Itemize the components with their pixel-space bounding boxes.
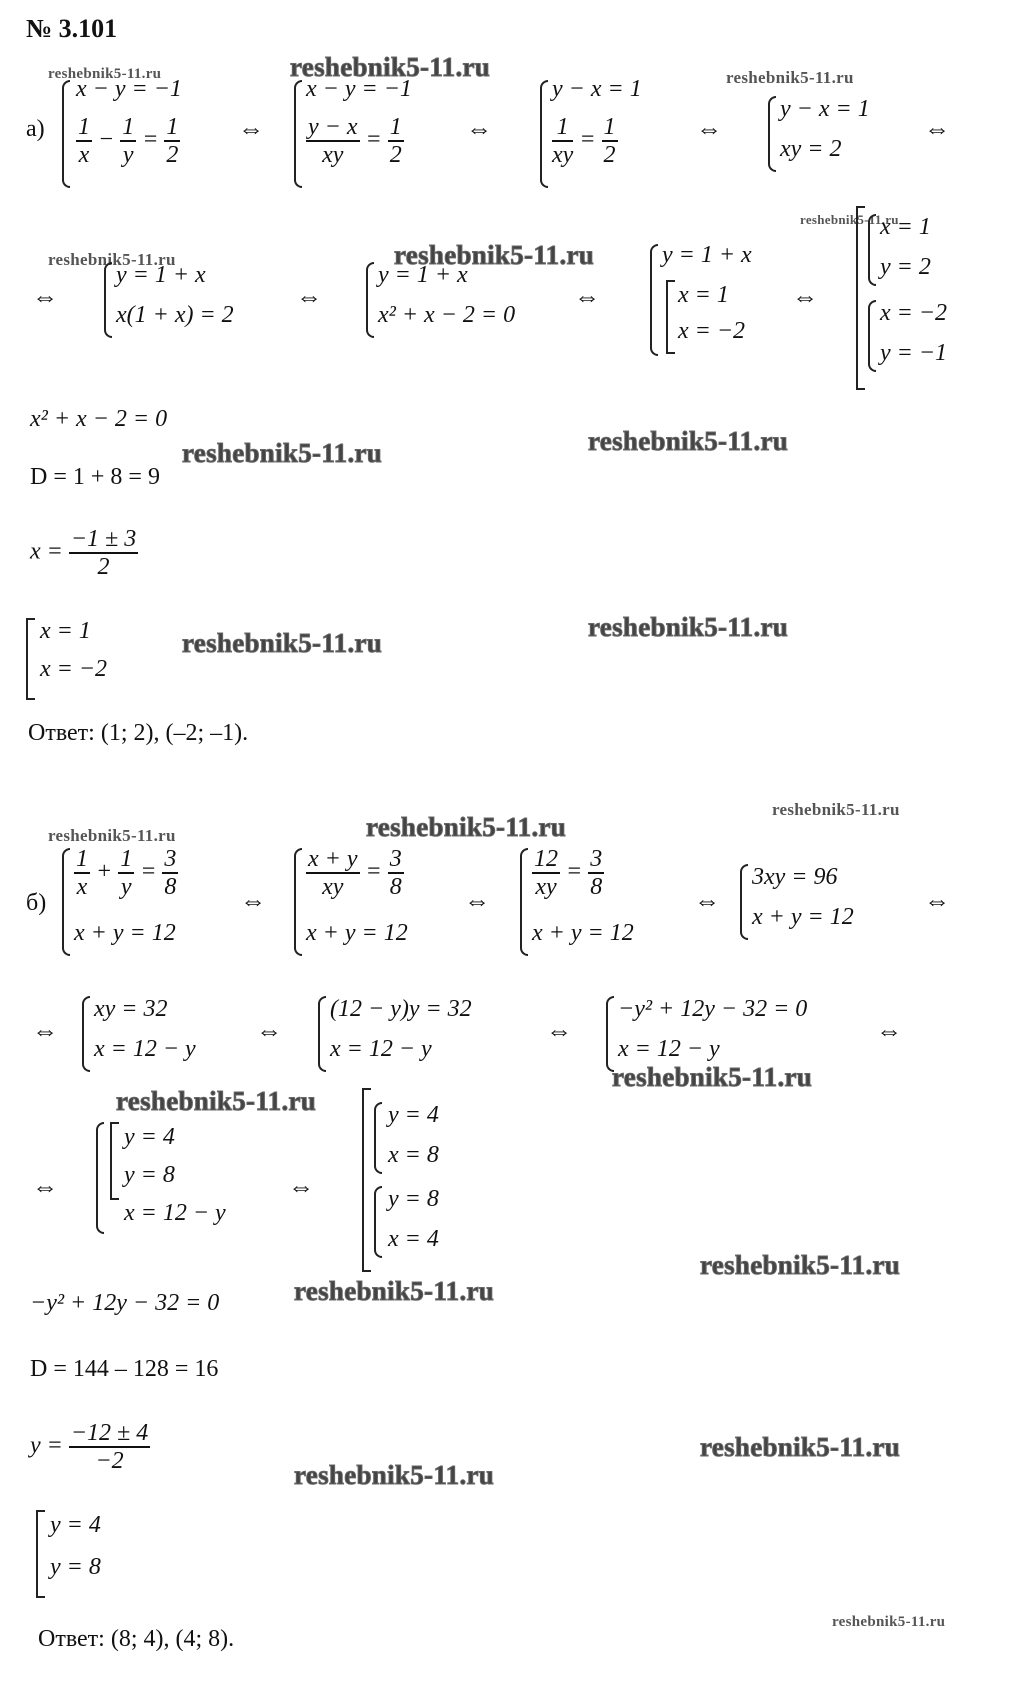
equation: x − y = −1 — [306, 76, 412, 102]
equivalence-sign: ⇔ — [696, 114, 722, 143]
part-a-label: а) — [26, 116, 45, 142]
watermark: reshebnik5-11.ru — [700, 1250, 901, 1280]
equation: x + y = 12 — [74, 920, 176, 946]
system-brace — [104, 262, 112, 338]
watermark: reshebnik5-11.ru — [116, 1086, 317, 1116]
watermark: reshebnik5-11.ru — [48, 826, 176, 845]
roots-formula: x = $\frac{-1 \pm 3}{2}$ — [30, 526, 137, 580]
equation: xy = 2 — [780, 136, 842, 162]
watermark: reshebnik5-11.ru — [832, 1614, 946, 1630]
quadratic-equation: x² + x − 2 = 0 — [30, 406, 168, 432]
root: x = −2 — [40, 656, 108, 682]
equivalence-sign: ⇔ — [32, 282, 58, 311]
system-brace — [740, 864, 748, 940]
equivalence-sign: ⇔ — [694, 886, 720, 915]
watermark: reshebnik5-11.ru — [800, 212, 899, 227]
equation: y = 1 + x — [662, 242, 752, 268]
equivalence-sign: ⇔ — [240, 886, 266, 915]
equation: x = 12 − y — [330, 1036, 432, 1062]
equivalence-sign: ⇔ — [546, 1016, 572, 1045]
system-brace — [768, 96, 776, 172]
equation: x + y = 12 — [752, 904, 854, 930]
equation: x = 4 — [388, 1226, 439, 1252]
equation: x + y = 12 — [532, 920, 634, 946]
equation: y = 2 — [880, 254, 931, 280]
equivalence-sign: ⇔ — [288, 1172, 314, 1201]
set-bracket — [666, 280, 675, 354]
equation: x = 12 − y — [618, 1036, 720, 1062]
set-bracket — [26, 618, 35, 700]
equivalence-sign: ⇔ — [466, 114, 492, 143]
system-brace — [374, 1102, 382, 1174]
system-brace — [294, 848, 302, 956]
root: y = 4 — [50, 1512, 101, 1538]
system-brace — [294, 80, 302, 188]
system-brace — [650, 244, 658, 356]
system-brace — [96, 1122, 104, 1234]
equation: y − x = 1 — [780, 96, 870, 122]
equation: $\frac{1}{x}$ + $\frac{1}{y}$ = $\frac{3}{8}$ — [76, 846, 177, 900]
equation: (12 − y)y = 32 — [330, 996, 472, 1022]
equivalence-sign: ⇔ — [32, 1016, 58, 1045]
set-bracket — [856, 206, 865, 390]
system-brace — [62, 848, 70, 956]
watermark: reshebnik5-11.ru — [182, 438, 383, 468]
equation: $\frac{1}{xy}$ = $\frac{1}{2}$ — [552, 114, 616, 168]
system-brace — [520, 848, 528, 956]
equation: y = 4 — [124, 1124, 175, 1150]
equation: x² + x − 2 = 0 — [378, 302, 516, 328]
system-brace — [868, 300, 876, 372]
equation: y = 4 — [388, 1102, 439, 1128]
watermark: reshebnik5-11.ru — [588, 426, 789, 456]
watermark: reshebnik5-11.ru — [588, 612, 789, 642]
equation: y = −1 — [880, 340, 948, 366]
equation: x = 1 — [880, 214, 931, 240]
equation: y = 1 + x — [378, 262, 468, 288]
set-bracket — [362, 1088, 371, 1272]
system-brace — [62, 80, 70, 188]
equation: y = 8 — [388, 1186, 439, 1212]
equation: 3xy = 96 — [752, 864, 838, 890]
equation: x = −2 — [880, 300, 948, 326]
watermark: reshebnik5-11.ru — [290, 52, 491, 82]
equation: y = 1 + x — [116, 262, 206, 288]
equation: $\frac{1}{x}$ − $\frac{1}{y}$ = $\frac{1}{2}$ — [78, 114, 179, 168]
discriminant: D = 1 + 8 = 9 — [30, 464, 160, 490]
equation: x = 8 — [388, 1142, 439, 1168]
watermark: reshebnik5-11.ru — [294, 1460, 495, 1490]
equation: x = 1 — [678, 282, 729, 308]
root: y = 8 — [50, 1554, 101, 1580]
equivalence-sign: ⇔ — [924, 886, 950, 915]
equivalence-sign: ⇔ — [256, 1016, 282, 1045]
watermark: reshebnik5-11.ru — [772, 800, 900, 819]
roots-formula: y = $\frac{-12 \pm 4}{-2}$ — [30, 1420, 149, 1474]
equivalence-sign: ⇔ — [876, 1016, 902, 1045]
watermark: reshebnik5-11.ru — [726, 68, 854, 87]
system-brace — [82, 996, 90, 1072]
answer-b: Ответ: (8; 4), (4; 8). — [38, 1626, 235, 1652]
equation: y = 8 — [124, 1162, 175, 1188]
watermark: reshebnik5-11.ru — [700, 1432, 901, 1462]
problem-number: № 3.101 — [26, 14, 118, 43]
equation: x(1 + x) = 2 — [116, 302, 234, 328]
system-brace — [374, 1186, 382, 1258]
part-b-label: б) — [26, 890, 47, 916]
equivalence-sign: ⇔ — [238, 114, 264, 143]
equation: x = 12 − y — [94, 1036, 196, 1062]
equation: x + y = 12 — [306, 920, 408, 946]
discriminant: D = 144 – 128 = 16 — [30, 1356, 219, 1382]
equation: x = −2 — [678, 318, 746, 344]
watermark: reshebnik5-11.ru — [182, 628, 383, 658]
system-brace — [318, 996, 326, 1072]
watermark: reshebnik5-11.ru — [48, 66, 162, 82]
equation: $\frac{x + y}{xy}$ = $\frac{3}{8}$ — [308, 846, 402, 900]
watermark: reshebnik5-11.ru — [48, 250, 176, 269]
equivalence-sign: ⇔ — [574, 282, 600, 311]
system-brace — [606, 996, 614, 1072]
set-bracket — [36, 1510, 45, 1598]
equivalence-sign: ⇔ — [296, 282, 322, 311]
set-bracket — [110, 1122, 119, 1200]
equivalence-sign: ⇔ — [924, 114, 950, 143]
system-brace — [868, 214, 876, 286]
equivalence-sign: ⇔ — [792, 282, 818, 311]
watermark: reshebnik5-11.ru — [394, 240, 595, 270]
equation: xy = 32 — [94, 996, 168, 1022]
equation: x − y = −1 — [76, 76, 182, 102]
quadratic-equation: −y² + 12y − 32 = 0 — [30, 1290, 220, 1316]
watermark: reshebnik5-11.ru — [612, 1062, 813, 1092]
equation: x = 12 − y — [124, 1200, 226, 1226]
root: x = 1 — [40, 618, 91, 644]
watermark: reshebnik5-11.ru — [366, 812, 567, 842]
equivalence-sign: ⇔ — [32, 1172, 58, 1201]
equation: $\frac{12}{xy}$ = $\frac{3}{8}$ — [534, 846, 603, 900]
equation: y − x = 1 — [552, 76, 642, 102]
answer-a: Ответ: (1; 2), (–2; –1). — [28, 720, 249, 746]
equation: −y² + 12y − 32 = 0 — [618, 996, 808, 1022]
equation: $\frac{y - x}{xy}$ = $\frac{1}{2}$ — [308, 114, 402, 168]
watermark: reshebnik5-11.ru — [294, 1276, 495, 1306]
system-brace — [366, 262, 374, 338]
equivalence-sign: ⇔ — [464, 886, 490, 915]
system-brace — [540, 80, 548, 188]
